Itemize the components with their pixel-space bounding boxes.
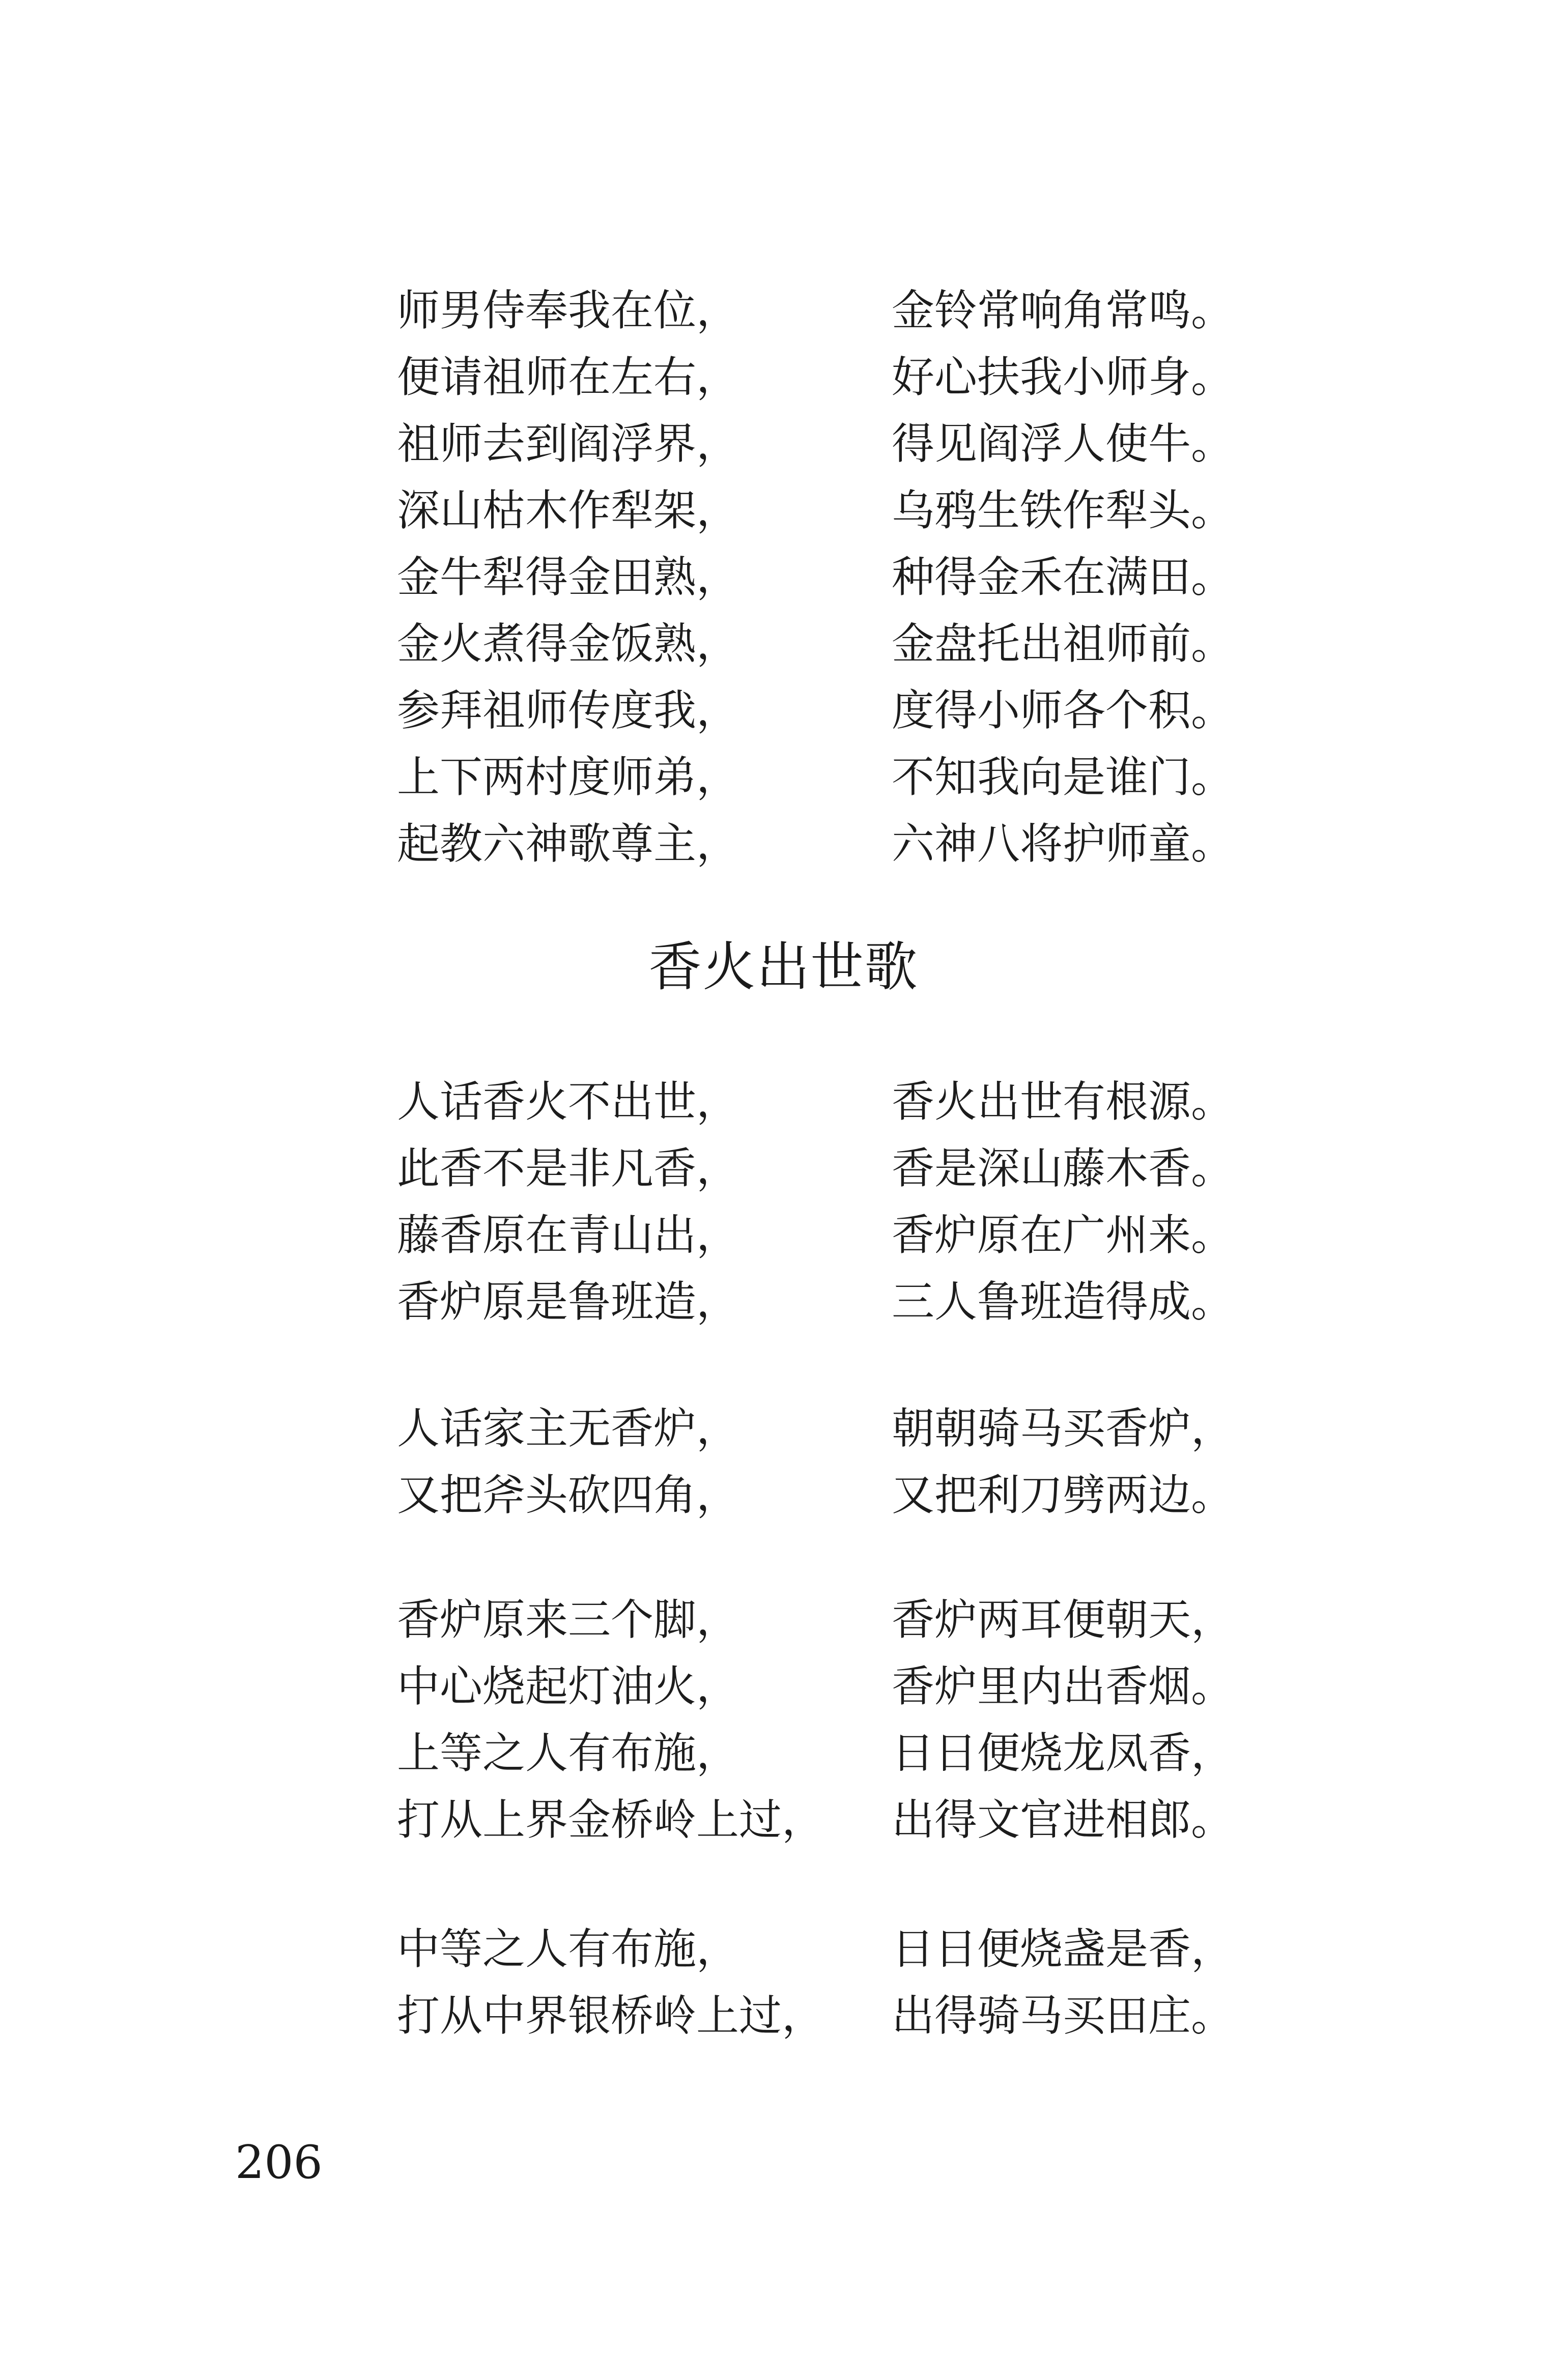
verse-right: 香是深山藤木香。 [892,1143,1234,1193]
verse-stanza-1 [397,1069,1234,1335]
verse-right: 日日便烧龙凤香， [892,1728,1234,1778]
verse-left: 金火煮得金饭熟， [397,619,739,669]
verse-line [397,1462,1234,1529]
verse-left: 参拜祖师传度我， [397,685,739,735]
verse-right: 香炉两耳便朝天， [892,1595,1234,1645]
verse-left: 打从中界银桥岭上过， [397,1991,825,2041]
verse-left: 中心烧起灯油火， [397,1661,739,1711]
verse-right: 金盘托出祖师前。 [892,619,1234,669]
verse-left: 打从上界金桥岭上过， [397,1795,825,1845]
verse-left: 上等之人有布施， [397,1728,739,1778]
verse-stanza-4 [397,1916,1234,2049]
verse-line [397,544,1234,611]
verse-left: 金牛犁得金田熟， [397,552,739,602]
verse-left: 香炉原是鲁班造， [397,1277,739,1327]
verse-line [397,1787,1234,1853]
verse-left: 便请祖师在左右， [397,352,739,402]
verse-right: 又把利刀劈两边。 [892,1470,1234,1520]
verse-line [397,811,1234,877]
verse-left: 祖师去到阎浮界， [397,419,739,469]
verse-right: 香火出世有根源。 [892,1077,1234,1127]
verse-line [397,677,1234,744]
verse-right: 得见阎浮人使牛。 [892,419,1234,469]
verse-line [397,1916,1234,1983]
verse-line [397,1587,1234,1653]
verse-block-continued [397,277,1234,877]
verse-line [397,1269,1234,1335]
verse-right: 朝朝骑马买香炉， [892,1403,1234,1453]
page-number: 206 [235,2136,323,2189]
verse-left: 又把斧头砍四角， [397,1470,739,1520]
verse-left: 人话家主无香炉， [397,1403,739,1453]
verse-line [397,1202,1234,1269]
verse-line [397,277,1234,344]
verse-left: 藤香原在青山出， [397,1210,739,1260]
poem-title: 香火出世歌 [648,936,919,998]
verse-line [397,1653,1234,1720]
verse-right: 不知我向是谁门。 [892,752,1234,802]
verse-right: 出得骑马买田庄。 [892,1991,1234,2041]
verse-line [397,1395,1234,1462]
verse-right: 香炉里内出香烟。 [892,1661,1234,1711]
verse-right: 出得文官进相郎。 [892,1795,1234,1845]
verse-line [397,1983,1234,2049]
verse-right: 乌鸦生铁作犁头。 [892,485,1234,535]
verse-line [397,744,1234,811]
verse-line [397,611,1234,677]
verse-left: 起教六神歌尊主， [397,819,739,869]
verse-right: 香炉原在广州来。 [892,1210,1234,1260]
verse-left: 中等之人有布施， [397,1924,739,1974]
verse-line [397,477,1234,544]
verse-right: 六神八将护师童。 [892,819,1234,869]
verse-left: 上下两村度师弟， [397,752,739,802]
verse-left: 香炉原来三个脚， [397,1595,739,1645]
verse-line [397,411,1234,477]
verse-line [397,1135,1234,1202]
verse-left: 此香不是非凡香， [397,1143,739,1193]
verse-line [397,1720,1234,1787]
verse-line [397,344,1234,411]
verse-right: 度得小师各个积。 [892,685,1234,735]
verse-left: 深山枯木作犁架， [397,485,739,535]
verse-line [397,1069,1234,1135]
verse-right: 好心扶我小师身。 [892,352,1234,402]
verse-stanza-2 [397,1395,1234,1529]
verse-left: 师男侍奉我在位， [397,285,739,335]
verse-stanza-3 [397,1587,1234,1853]
verse-right: 种得金禾在满田。 [892,552,1234,602]
verse-right: 金铃常响角常鸣。 [892,285,1234,335]
verse-right: 日日便烧盏是香， [892,1924,1234,1974]
verse-left: 人话香火不出世， [397,1077,739,1127]
verse-right: 三人鲁班造得成。 [892,1277,1234,1327]
